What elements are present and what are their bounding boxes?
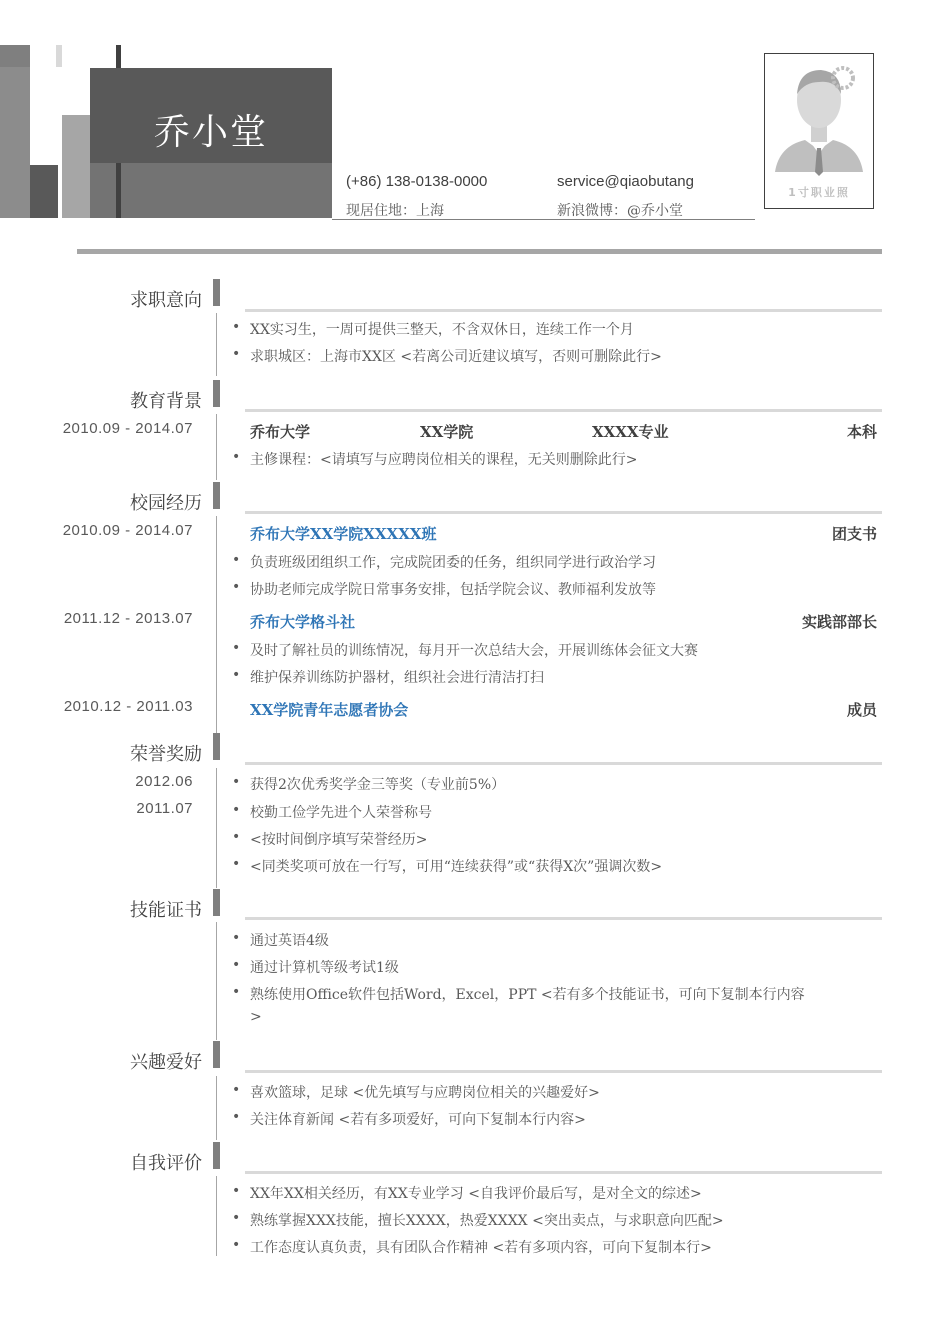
timeline-line bbox=[216, 1076, 217, 1140]
section-marker bbox=[213, 482, 220, 509]
contact-divider bbox=[332, 219, 755, 220]
timeline-line bbox=[216, 922, 217, 1040]
section-title: 教育背景 bbox=[130, 391, 202, 412]
timeline-line bbox=[216, 414, 217, 480]
phone: (+86) 138-0138-0000 bbox=[346, 173, 488, 190]
section-rule bbox=[245, 511, 882, 514]
avatar-placeholder-icon bbox=[765, 54, 873, 184]
photo-label: 1寸职业照 bbox=[788, 186, 850, 199]
section-marker bbox=[213, 1041, 220, 1068]
major-name: XXXX专业 bbox=[592, 423, 669, 441]
college-name: XX学院 bbox=[420, 423, 474, 441]
honor-date: 2011.07 bbox=[136, 800, 193, 817]
school-name: 乔布大学 bbox=[250, 423, 311, 441]
section-title: 求职意向 bbox=[130, 290, 202, 311]
photo-frame bbox=[764, 53, 874, 209]
role-title: 团支书 bbox=[831, 525, 877, 543]
education-date: 2010.09 - 2014.07 bbox=[62, 420, 193, 437]
section-marker bbox=[213, 1142, 220, 1169]
timeline-line bbox=[216, 313, 217, 376]
section-rule bbox=[245, 762, 882, 765]
timeline-line bbox=[216, 768, 217, 888]
list-item-continuation: > bbox=[250, 1009, 262, 1025]
timeline-line bbox=[216, 1176, 217, 1256]
section-title: 荣誉奖励 bbox=[130, 744, 202, 765]
section-rule bbox=[245, 1070, 882, 1073]
weibo: 新浪微博：@乔小堂 bbox=[557, 203, 683, 219]
section-marker bbox=[213, 279, 220, 306]
section-title: 兴趣爱好 bbox=[130, 1052, 202, 1073]
section-title: 技能证书 bbox=[130, 900, 202, 921]
role-title: 成员 bbox=[846, 701, 877, 719]
section-marker bbox=[213, 889, 220, 916]
section-rule bbox=[245, 309, 882, 312]
section-rule bbox=[245, 1171, 882, 1174]
section-title: 校园经历 bbox=[130, 493, 202, 514]
organization-name: 乔布大学格斗社 bbox=[250, 613, 356, 631]
organization-name: 乔布大学XX学院XXXXX班 bbox=[250, 525, 437, 543]
entry-date: 2010.09 - 2014.07 bbox=[62, 522, 193, 539]
top-rule bbox=[77, 249, 882, 254]
organization-name: XX学院青年志愿者协会 bbox=[250, 701, 409, 719]
role-title: 实践部部长 bbox=[801, 613, 877, 631]
timeline-line bbox=[216, 516, 217, 734]
section-rule bbox=[245, 917, 882, 920]
degree: 本科 bbox=[846, 423, 877, 441]
candidate-name: 乔小堂 bbox=[153, 112, 268, 153]
section-rule bbox=[245, 409, 882, 412]
email: service@qiaobutang bbox=[557, 173, 694, 190]
section-title: 自我评价 bbox=[130, 1153, 202, 1174]
location: 现居住地：上海 bbox=[346, 203, 444, 219]
entry-date: 2010.12 - 2011.03 bbox=[63, 698, 193, 715]
honor-date: 2012.06 bbox=[135, 773, 193, 790]
section-marker bbox=[213, 733, 220, 760]
section-marker bbox=[213, 380, 220, 407]
entry-date: 2011.12 - 2013.07 bbox=[63, 610, 193, 627]
